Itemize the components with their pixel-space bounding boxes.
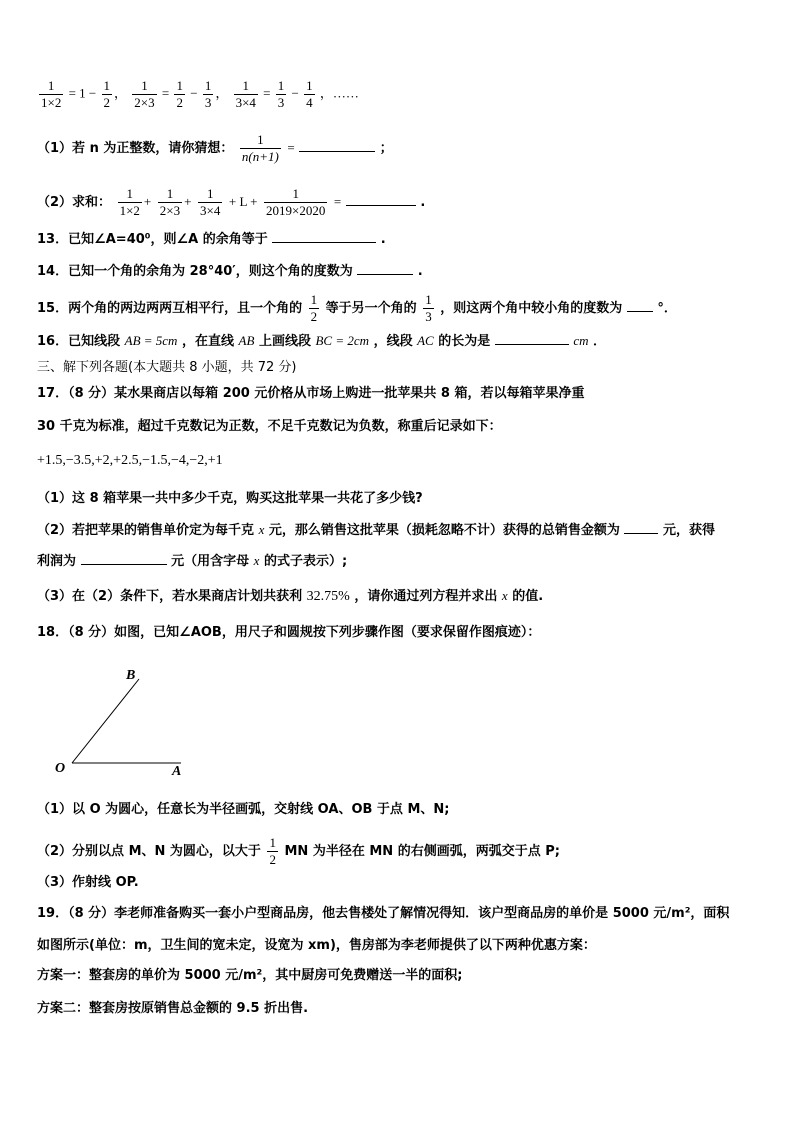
question-text: 利润为 [37,554,77,569]
equals-text: = [161,85,170,101]
suffix-text: . [417,264,423,279]
fraction: $\frac{1}{2}$ [103,78,111,110]
variable-x: x [258,522,265,537]
answer-blank[interactable] [346,193,416,206]
question-text: 14．已知一个角的余角为 28°40′，则这个角的度数为 [37,264,353,279]
fraction: $\frac{1}{3\times 4}$ [200,186,221,218]
fraction: $\frac{1}{3}$ [204,78,212,110]
question-19-plan-1: 方案一：整套房的单价为 5000 元/m²，其中厨房可免费赠送一半的面积; [37,968,463,983]
question-text: 上画线段 [258,334,311,349]
question-18-head: 18．（8 分）如图，已知∠AOB，用尺子和圆规按下列步骤作图（要求保留作图痕迹）： [37,625,541,640]
question-17-part-2-cont [37,552,347,571]
fraction: $\frac{1}{2}$ [269,835,276,867]
section-heading: 三、解下列各题(本大题共 8 小题，共 72 分) [37,360,297,375]
question-text: 的长为是 [438,334,491,349]
suffix-text: . [380,232,386,247]
question-text: 的式子表示）; [263,554,348,569]
question-text: 16．已知线段 [37,334,121,349]
fraction: $\frac{1}{2\times 3}$ [159,186,181,218]
question-18-part-3: （3）作射线 OP. [37,875,139,890]
question-16 [37,332,606,351]
question-15 [37,292,677,325]
question-text: 15．两个角的两边两两互相平行，且一个角的 [37,301,303,316]
fraction: $\frac{1}{3\times 4}$ [235,78,256,110]
answer-blank[interactable] [624,521,658,534]
question-text: 元，获得 [662,523,715,538]
question-18-part-1: （1）以 O 为圆心，任意长为半径画弧，交射线 OA、OB 于点 M、N; [37,802,450,817]
question-12-part-1: （1）若 n 为正整数，请你猜想： $\frac{1}{n(n+1)}$ = ； [37,132,393,164]
minus-text: − [190,85,198,101]
label-a: A [172,764,182,779]
unit-text: cm [573,333,589,348]
question-14 [37,262,423,281]
question-17-head-2: 30 千克为标准，超过千克数记为正数，不足千克数记为负数，称重后记录如下： [37,419,502,434]
fraction: $\frac{1}{2019\times 2020}$ [266,186,326,218]
percent-text: 32.75% [306,589,350,604]
question-text: （1）若 n 为正整数，请你猜想： [37,141,234,156]
question-text: ，请你通过列方程并求出 [354,589,498,604]
fraction: $\frac{1}{1\times 2}$ [119,186,140,218]
label-o: O [55,761,66,776]
question-text: ，在直线 [181,334,234,349]
question-text: 等于另一个角的 [325,301,417,316]
fraction: $\frac{1}{1\times 2}$ [41,78,62,110]
sum-ellipsis: + L + [228,194,258,209]
fraction: $\frac{1}{3}$ [425,292,432,324]
fraction: $\frac{1}{2}$ [176,78,183,110]
math-text: BC = 2cm [315,333,370,348]
variable-x: x [253,553,260,568]
suffix-text: ． [593,334,607,349]
answer-blank[interactable] [272,230,376,243]
suffix-text: ； [379,141,393,156]
question-text: 的值. [512,589,544,604]
question-17-data: +1.5,−3.5,+2,+2.5,−1.5,−4,−2,+1 [37,453,223,468]
question-text: ，则这两个角中较小角的度数为 [440,301,623,316]
fraction: $\frac{1}{3}$ [277,78,285,110]
answer-blank[interactable] [627,299,653,312]
math-text: AB = 5cm [124,333,178,348]
question-text: ，线段 [373,334,413,349]
label-b: B [126,668,136,683]
question-18-part-2 [37,835,560,868]
question-19-plan-2: 方案二：整套房按原销售总金额的 9.5 折出售. [37,1001,309,1016]
suffix-text: . [420,195,426,210]
question-17-part-3 [37,587,543,606]
question-17-part-1: （1）这 8 箱苹果一共中多少千克，购买这批苹果一共花了多少钱? [37,491,423,506]
fraction: $\frac{1}{n(n+1)}$ [241,132,279,164]
question-text: （3）在（2）条件下，若水果商店计划共获利 [37,589,303,604]
answer-blank[interactable] [81,552,167,565]
suffix-text: °． [657,301,677,316]
question-17-part-2 [37,521,715,540]
question-text: （2）若把苹果的销售单价定为每千克 [37,523,255,538]
question-17-head: 17．（8 分）某水果商店以每箱 200 元价格从市场上购进一批苹果共 8 箱，若以每箱苹果净重 [37,386,585,401]
question-text: 元，那么销售这批苹果（损耗忽略不计）获得的总销售金额为 [268,523,620,538]
fraction: $\frac{1}{2}$ [310,292,318,324]
question-12-part-2: （2）求和： $\frac{1}{1\times 2}$ + $\frac{1}{2\times 3}$ + $\frac{1}{3\times 4}$ + L + $\frac{1}{2019\times 2020}$ = . [37,186,426,218]
question-text: （2）求和： [37,195,112,210]
equals-text: = 1 − [68,85,97,101]
question-13 [37,230,386,249]
question-text: 元（用含字母 [171,554,250,569]
intro-fraction-line: $\frac{1}{1\times 2}$ = 1 − $\frac{1}{2}$ ， $\frac{1}{2\times 3}$ = $\frac{1}{2}$ − $\frac{1}{3}$ ， $\frac{1}{3\times 4}$ = $\frac{1}{3}$ − $\frac{1}{4}$ ，…… [41,78,359,110]
answer-blank[interactable] [299,139,375,152]
ray-ob [72,679,139,763]
answer-blank[interactable] [495,332,569,345]
question-text: 13．已知∠A=40⁰，则∠A 的余角等于 [37,232,268,247]
math-text: AC [417,333,434,348]
fraction: $\frac{1}{4}$ [306,78,313,110]
question-text: （2）分别以点 M、N 为圆心，以大于 [37,844,261,859]
minus-text: − [291,85,299,101]
question-19-line-2: 如图所示(单位：m，卫生间的宽未定，设宽为 xm)，售房部为李老师提供了以下两种优惠方案： [37,938,596,953]
question-text: MN 为半径在 MN 的右侧画弧，两弧交于点 P; [284,844,560,859]
answer-blank[interactable] [357,262,413,275]
fraction: $\frac{1}{2\times 3}$ [134,78,155,110]
question-19-line-1: 19．（8 分）李老师准备购买一套小户型商品房，他去售楼处了解情况得知．该户型商品房的单价是 5000 元/m²，面积 [37,906,730,921]
variable-x: x [501,588,508,603]
equals-text: = [263,85,271,101]
math-text: AB [238,333,255,348]
ellipsis-text: ，…… [319,85,359,101]
